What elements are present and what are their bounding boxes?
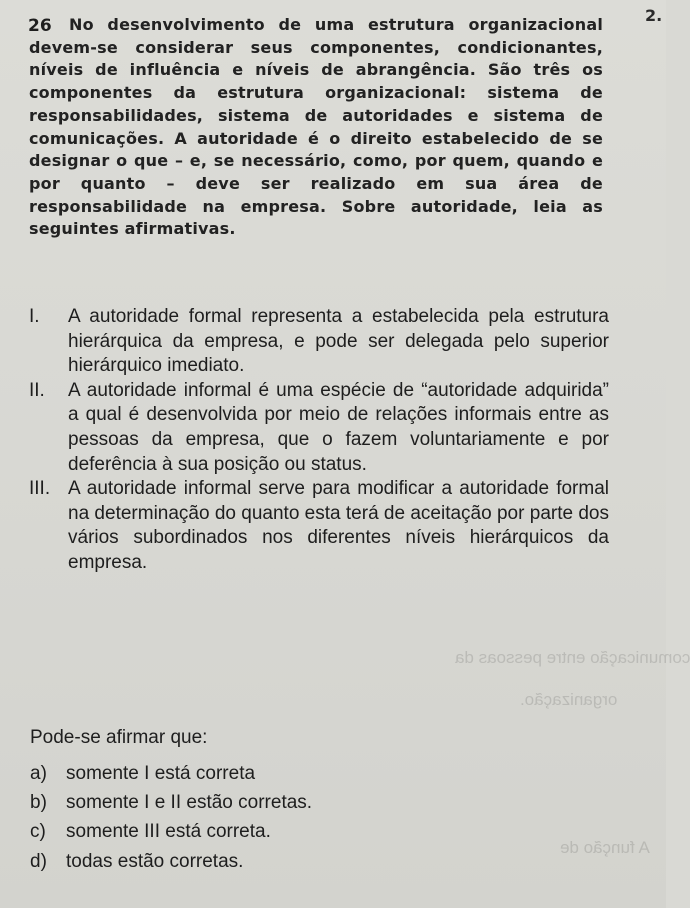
statement-number: II.	[29, 379, 45, 401]
answer-option-a[interactable]	[30, 759, 312, 788]
statement-text: A autoridade formal representa a estabelecida pela estrutura hierárquica da empresa, e pode ser delegada pelo superior hierárquico imediato.	[68, 306, 609, 377]
option-letter: b)	[30, 792, 47, 814]
statement-text: A autoridade informal é uma espécie de “autoridade adquirida” a qual é desenvolvida por meio de relações informais entre as pessoas da empresa, que o fazem voluntariamente e por deferência à sua posição ou status.	[68, 379, 609, 475]
statement-number: III.	[29, 478, 51, 500]
statement-item	[29, 477, 609, 575]
question-intro: No desenvolvimento de uma estrutura organizacional devem-se considerar seus componentes, condicionantes, níveis de influência e níveis de abrangência. São três os componentes da estrutura organizacional: sistema de responsabilidades, sistema de autoridades e sistema de comunicações. A autoridade é o direito estabelecido de se designar o que – e, se necessário, como, por quem, quando e por quanto – deve ser realizado em sua área de responsabilidade na empresa. Sobre autoridade, leia as seguintes afirmativas.	[29, 15, 603, 239]
statement-text: A autoridade informal serve para modificar a autoridade formal na determinação do quanto esta terá de aceitação por parte dos vários subordinados nos diferentes níveis hierárquicos da empresa.	[68, 478, 609, 573]
statements-list	[29, 305, 609, 576]
option-letter: c)	[30, 821, 46, 843]
answer-option-c[interactable]	[30, 817, 312, 846]
question-number: 26	[28, 16, 52, 36]
page-corner-number: 2.	[645, 6, 663, 25]
option-letter: d)	[30, 850, 47, 872]
option-letter: a)	[30, 763, 47, 784]
bleed-through-text: comunicação entre pessoas da	[455, 648, 690, 667]
option-text: todas estão corretas.	[66, 850, 244, 872]
statement-number: I.	[29, 306, 40, 327]
option-text: somente III está correta.	[66, 821, 271, 843]
answer-prompt: Pode-se afirmar que:	[30, 727, 208, 748]
option-text: somente I e II estão corretas.	[66, 792, 313, 814]
answer-option-d[interactable]	[30, 847, 312, 876]
bleed-through-text: organização.	[520, 690, 618, 709]
answer-option-b[interactable]	[30, 788, 312, 817]
bleed-through-text: A função de	[560, 838, 650, 857]
option-text: somente I está correta	[66, 763, 256, 784]
statement-item	[29, 379, 609, 477]
statement-item	[29, 305, 609, 379]
answer-options	[30, 759, 312, 876]
